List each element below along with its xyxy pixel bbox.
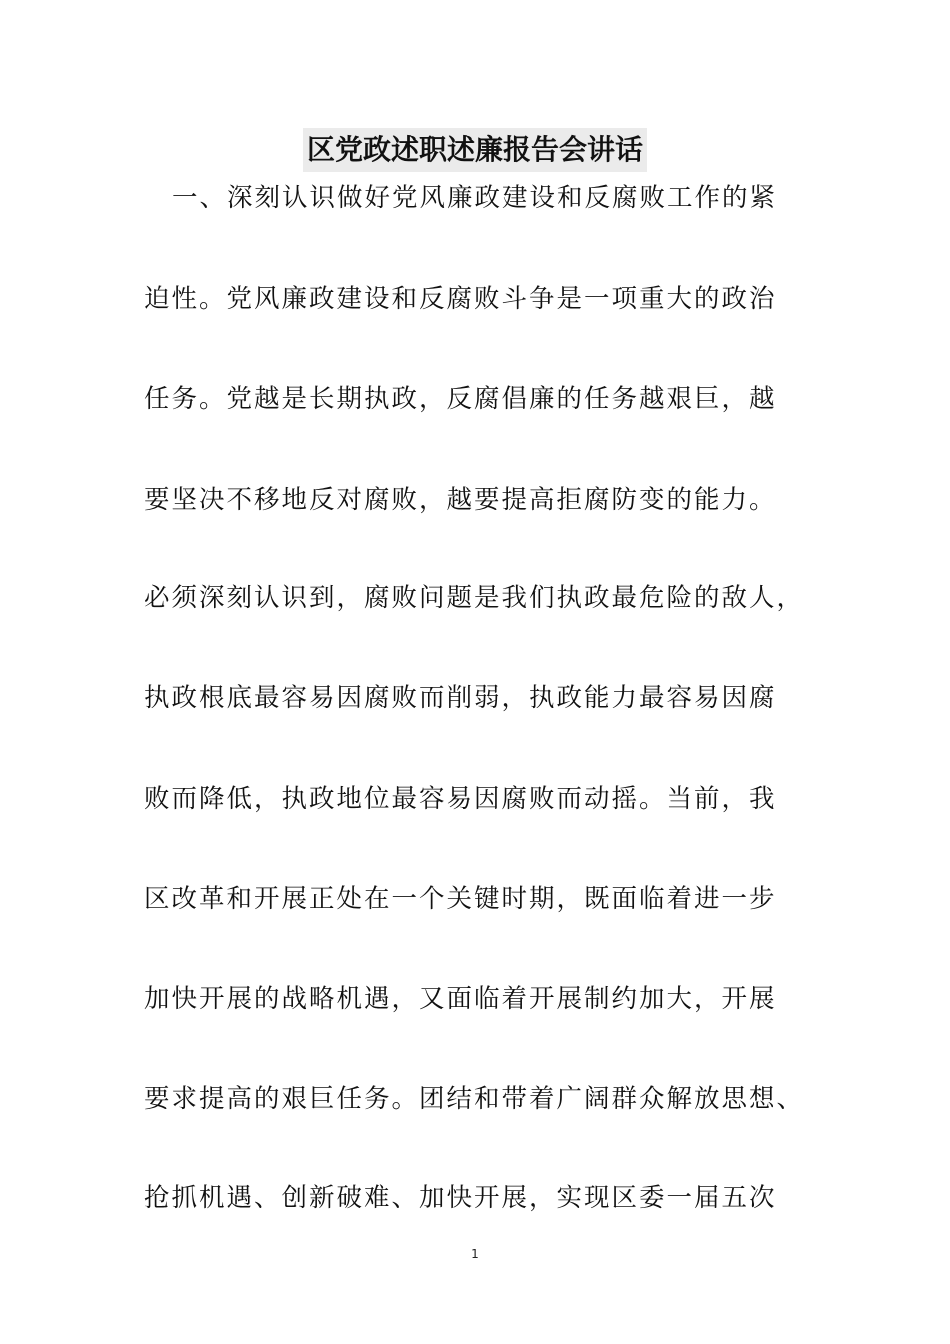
document-title-text: 区党政述职述廉报告会讲话 — [303, 128, 647, 172]
page-number: 1 — [471, 1247, 479, 1261]
paragraph-line: 要求提高的艰巨任务。团结和带着广阔群众解放思想、 — [144, 1084, 805, 1114]
paragraph-line: 抢抓机遇、创新破难、加快开展，实现区委一届五次 — [144, 1183, 777, 1213]
document-title — [0, 128, 950, 172]
paragraph-line: 要坚决不移地反对腐败，越要提高拒腐防变的能力。 — [144, 485, 777, 515]
paragraph-line: 迫性。党风廉政建设和反腐败斗争是一项重大的政治 — [144, 284, 777, 314]
paragraph-line: 加快开展的战略机遇，又面临着开展制约加大，开展 — [144, 984, 777, 1014]
paragraph-line: 必须深刻认识到，腐败问题是我们执政最危险的敌人， — [144, 583, 805, 613]
paragraph-line: 执政根底最容易因腐败而削弱，执政能力最容易因腐 — [144, 683, 777, 713]
paragraph-line: 任务。党越是长期执政，反腐倡廉的任务越艰巨，越 — [144, 384, 777, 414]
paragraph-line: 区改革和开展正处在一个关键时期，既面临着进一步 — [144, 884, 777, 914]
paragraph-line: 一、深刻认识做好党风廉政建设和反腐败工作的紧 — [172, 183, 778, 213]
paragraph-line: 败而降低，执政地位最容易因腐败而动摇。当前，我 — [144, 784, 777, 814]
